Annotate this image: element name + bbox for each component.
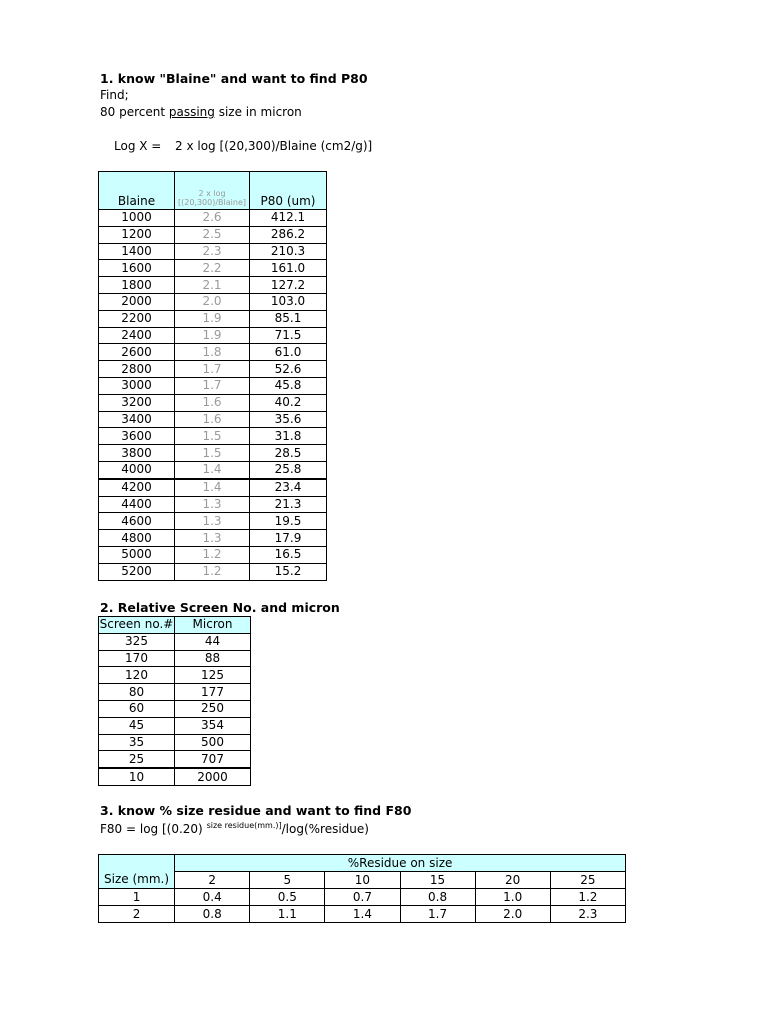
- blaine-cell: 4600: [99, 513, 175, 530]
- p80-cell: 210.3: [250, 243, 327, 260]
- blaine-cell: 3200: [99, 394, 175, 411]
- log-cell: 2.3: [175, 243, 250, 260]
- log-cell: 1.6: [175, 394, 250, 411]
- table-row: [99, 700, 251, 717]
- p80-cell: 71.5: [250, 327, 327, 344]
- micron-cell: 250: [175, 700, 251, 717]
- micron-cell: 707: [175, 751, 251, 768]
- formula-superscript: size residue(mm.)]: [206, 821, 282, 830]
- p80-cell: 52.6: [250, 361, 327, 378]
- section3-heading: 3. know % size residue and want to find F80: [100, 803, 412, 818]
- p80-cell: 45.8: [250, 377, 327, 394]
- blaine-p80-table: [98, 171, 327, 581]
- table-row: [99, 243, 327, 260]
- group-header-row: [99, 855, 626, 872]
- formula-right: 2 x log [(20,300)/Blaine (cm2/g)]: [175, 139, 373, 153]
- blaine-header: Blaine: [99, 172, 175, 210]
- table-row: [99, 226, 327, 243]
- residue-value-cell: 1.7: [400, 906, 475, 923]
- table-row: [99, 210, 327, 227]
- p80-cell: 28.5: [250, 445, 327, 462]
- section1-heading: 1. know "Blaine" and want to find P80: [100, 71, 368, 86]
- table-row: [99, 734, 251, 751]
- blaine-cell: 4200: [99, 479, 175, 496]
- table-row: [99, 445, 327, 462]
- table-row: [99, 461, 327, 478]
- log-cell: 1.7: [175, 377, 250, 394]
- residue-group-header: %Residue on size: [175, 855, 626, 872]
- log-cell: 1.4: [175, 461, 250, 478]
- table-row: [99, 411, 327, 428]
- table-row: [99, 344, 327, 361]
- p80-cell: 25.8: [250, 461, 327, 478]
- log-cell: 1.6: [175, 411, 250, 428]
- micron-header: Micron: [175, 617, 251, 634]
- description-suffix: size in micron: [214, 105, 302, 119]
- log-cell: 1.3: [175, 513, 250, 530]
- residue-col-header: 15: [400, 872, 475, 889]
- log-cell: 1.2: [175, 563, 250, 580]
- formula-prefix: F80 = log [(0.20): [100, 822, 203, 836]
- residue-value-cell: 0.8: [400, 889, 475, 906]
- p80-cell: 161.0: [250, 260, 327, 277]
- blaine-cell: 3600: [99, 428, 175, 445]
- screen-no-cell: 325: [99, 633, 175, 650]
- micron-cell: 354: [175, 717, 251, 734]
- log-cell: 2.1: [175, 277, 250, 294]
- residue-col-header: 20: [475, 872, 550, 889]
- log-cell: 1.8: [175, 344, 250, 361]
- table-row: [99, 768, 251, 785]
- screen-micron-table: [98, 616, 251, 786]
- table-row: [99, 310, 327, 327]
- p80-cell: 21.3: [250, 496, 327, 513]
- description-underlined: passing: [168, 105, 215, 119]
- table-row: [99, 530, 327, 547]
- log-header-line2: [(20,300)/Blaine]: [178, 198, 246, 207]
- blaine-cell: 5200: [99, 563, 175, 580]
- table-row: [99, 394, 327, 411]
- p80-cell: 16.5: [250, 546, 327, 563]
- p80-header: P80 (um): [250, 172, 327, 210]
- table-row: [99, 717, 251, 734]
- screen-no-cell: 45: [99, 717, 175, 734]
- micron-cell: 44: [175, 633, 251, 650]
- residue-value-cell: 1.2: [550, 889, 625, 906]
- section2-heading: 2. Relative Screen No. and micron: [100, 600, 340, 615]
- empty-corner-cell: [99, 855, 175, 872]
- size-cell: 2: [99, 906, 175, 923]
- blaine-cell: 3800: [99, 445, 175, 462]
- table-row: [99, 546, 327, 563]
- log-cell: 1.3: [175, 530, 250, 547]
- table-row: [99, 293, 327, 310]
- screen-no-cell: 80: [99, 684, 175, 701]
- screen-no-cell: 60: [99, 700, 175, 717]
- table-row: [99, 361, 327, 378]
- p80-cell: 15.2: [250, 563, 327, 580]
- micron-cell: 88: [175, 650, 251, 667]
- blaine-cell: 1200: [99, 226, 175, 243]
- blaine-cell: 2000: [99, 293, 175, 310]
- table-row: [99, 650, 251, 667]
- p80-cell: 412.1: [250, 210, 327, 227]
- log-cell: 1.4: [175, 479, 250, 496]
- residue-value-cell: 0.7: [325, 889, 400, 906]
- blaine-cell: 4800: [99, 530, 175, 547]
- table-row: [99, 633, 251, 650]
- table-row: [99, 428, 327, 445]
- log-cell: 2.5: [175, 226, 250, 243]
- table-row: [99, 906, 626, 923]
- residue-subheader-row: [99, 872, 626, 889]
- residue-col-header: 25: [550, 872, 625, 889]
- table-row: [99, 751, 251, 768]
- blaine-cell: 2600: [99, 344, 175, 361]
- p80-cell: 286.2: [250, 226, 327, 243]
- blaine-cell: 2200: [99, 310, 175, 327]
- screen-no-header: Screen no.#: [99, 617, 174, 632]
- residue-value-cell: 0.4: [175, 889, 250, 906]
- log-cell: 2.2: [175, 260, 250, 277]
- table-header-row: [99, 617, 251, 634]
- blaine-cell: 5000: [99, 546, 175, 563]
- log-header: [175, 172, 250, 210]
- residue-value-cell: 2.3: [550, 906, 625, 923]
- residue-value-cell: 0.5: [250, 889, 325, 906]
- table-row: [99, 684, 251, 701]
- table-row: [99, 513, 327, 530]
- screen-no-cell: 10: [99, 768, 175, 785]
- blaine-cell: 3400: [99, 411, 175, 428]
- formula-left: Log X =: [114, 139, 162, 153]
- formula-suffix: /log(%residue): [281, 822, 369, 836]
- p80-cell: 23.4: [250, 479, 327, 496]
- section1-description: [100, 105, 302, 119]
- micron-cell: 500: [175, 734, 251, 751]
- micron-cell: 177: [175, 684, 251, 701]
- log-cell: 2.6: [175, 210, 250, 227]
- p80-cell: 17.9: [250, 530, 327, 547]
- table-row: [99, 377, 327, 394]
- micron-cell: 2000: [175, 768, 251, 785]
- log-cell: 1.3: [175, 496, 250, 513]
- blaine-cell: 3000: [99, 377, 175, 394]
- blaine-cell: 4000: [99, 461, 175, 478]
- residue-value-cell: 1.4: [325, 906, 400, 923]
- log-cell: 1.2: [175, 546, 250, 563]
- table-row: [99, 667, 251, 684]
- blaine-cell: 1800: [99, 277, 175, 294]
- residue-col-header: 2: [175, 872, 250, 889]
- p80-cell: 103.0: [250, 293, 327, 310]
- blaine-cell: 1000: [99, 210, 175, 227]
- description-prefix: 80 percent: [100, 105, 169, 119]
- table-row: [99, 277, 327, 294]
- p80-cell: 35.6: [250, 411, 327, 428]
- log-cell: 1.7: [175, 361, 250, 378]
- log-cell: 1.9: [175, 327, 250, 344]
- micron-cell: 125: [175, 667, 251, 684]
- section3-formula: [100, 822, 369, 836]
- log-cell: 1.5: [175, 445, 250, 462]
- residue-value-cell: 2.0: [475, 906, 550, 923]
- p80-cell: 85.1: [250, 310, 327, 327]
- p80-cell: 127.2: [250, 277, 327, 294]
- log-header-line1: 2 x log: [198, 189, 226, 198]
- screen-no-cell: 25: [99, 751, 175, 768]
- section1-find-label: Find;: [100, 88, 129, 102]
- table-row: [99, 479, 327, 496]
- p80-cell: 19.5: [250, 513, 327, 530]
- residue-table: [98, 854, 626, 923]
- screen-no-cell: 120: [99, 667, 175, 684]
- screen-no-cell: 170: [99, 650, 175, 667]
- log-cell: 2.0: [175, 293, 250, 310]
- p80-cell: 40.2: [250, 394, 327, 411]
- table-header-row: [99, 172, 327, 210]
- blaine-cell: 1600: [99, 260, 175, 277]
- blaine-cell: 4400: [99, 496, 175, 513]
- residue-value-cell: 1.0: [475, 889, 550, 906]
- table-row: [99, 496, 327, 513]
- size-header: Size (mm.): [99, 872, 175, 889]
- blaine-cell: 2800: [99, 361, 175, 378]
- residue-value-cell: 0.8: [175, 906, 250, 923]
- table-row: [99, 260, 327, 277]
- table-row: [99, 563, 327, 580]
- table-row: [99, 889, 626, 906]
- p80-cell: 31.8: [250, 428, 327, 445]
- blaine-cell: 1400: [99, 243, 175, 260]
- residue-col-header: 10: [325, 872, 400, 889]
- log-cell: 1.5: [175, 428, 250, 445]
- screen-no-cell: 35: [99, 734, 175, 751]
- residue-value-cell: 1.1: [250, 906, 325, 923]
- residue-col-header: 5: [250, 872, 325, 889]
- log-cell: 1.9: [175, 310, 250, 327]
- size-cell: 1: [99, 889, 175, 906]
- blaine-cell: 2400: [99, 327, 175, 344]
- table-row: [99, 327, 327, 344]
- p80-cell: 61.0: [250, 344, 327, 361]
